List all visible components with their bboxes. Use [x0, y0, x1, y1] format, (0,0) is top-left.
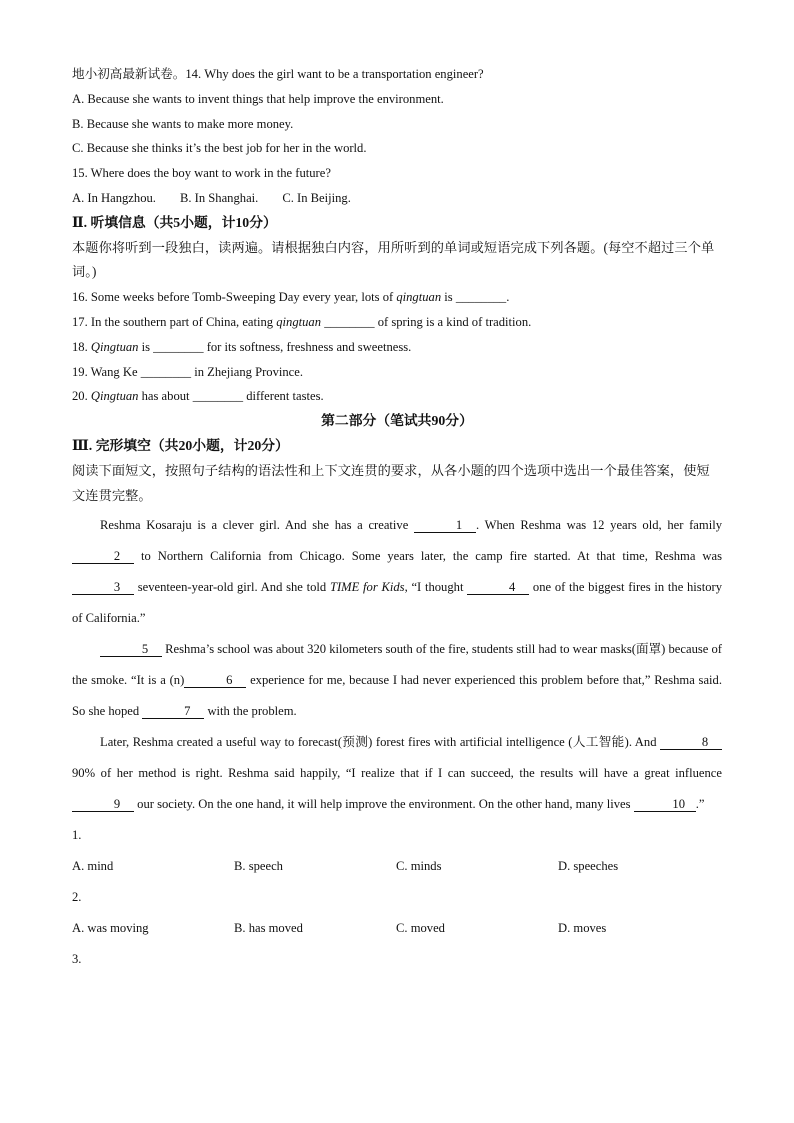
passage-paragraph-2: 5 Reshma’s school was about 320 kilometers south of the fire, students still had to wear masks(面罩) because of the smoke. “It is a (n) 6 experience for me, because I had never experienced this problem before that,” Reshma said. So she hoped 7 with the problem. [72, 642, 722, 719]
q15-option-b: B. In Shanghai. [179, 190, 259, 205]
question-2-option-a[interactable]: A. was moving [72, 921, 149, 936]
q20-blank: ________ [192, 389, 244, 404]
question-1-number: 1. [72, 828, 82, 843]
q14-option-a: A. Because she wants to invent things that help improve the environment. [72, 91, 444, 106]
part2-title: 第二部分（笔试共90分） [321, 413, 473, 429]
section2-heading: Ⅱ. 听填信息（共5小题，计10分） [72, 214, 277, 230]
section2-instruction: 本题你将听到一段独白，读两遍。请根据独白内容，用所听到的单词或短语完成下列各题。(每空不超过三个单词。) [72, 239, 715, 280]
question-1-options [72, 851, 722, 882]
section3-instruction: 阅读下面短文，按照句子结构的语法性和上下文连贯的要求，从各小题的四个选项中选出一个最佳答案，使短文连贯完整。 [72, 462, 710, 503]
q14-text: 14. Why does the girl want to be a transportation engineer? [185, 67, 484, 81]
q15-question: 15. Where does the boy want to work in the future? [72, 166, 331, 181]
q14-option-c: C. Because she thinks it’s the best job for her in the world. [72, 141, 367, 156]
q15-option-a: A. In Hangzhou. [72, 190, 156, 205]
question-1-option-a[interactable]: A. mind [72, 859, 114, 874]
passage-paragraph-1: Reshma Kosaraju is a clever girl. And she has a creative 1 . When Reshma was 12 years old, her family 2 to Northern California from Chicago. Some years later, the camp fire started. At that time, Reshma was 3 seventeen-year-old girl. And she told TIME for Kids, “I thought 4 one of the biggest fires in the history of California.” [72, 518, 722, 626]
q14-question [72, 62, 722, 87]
section3-heading: Ⅲ. 完形填空（共20小题，计20分） [72, 437, 289, 453]
blank-10: 10 [634, 797, 696, 812]
blank-7: 7 [142, 704, 204, 719]
q14-prefix: 地小初高最新试卷。 [72, 67, 186, 81]
q16-item: 16. Some weeks before Tomb-Sweeping Day every year, lots of qingtuan is ________. [72, 290, 510, 305]
question-2-option-d[interactable]: D. moves [558, 921, 607, 936]
passage-paragraph-3: Later, Reshma created a useful way to forecast(预测) forest fires with artificial intelligence (人工智能). And 8 90% of her method is right. Reshma said happily, “I realize that if I can succeed, the results will have a great influence 9 our society. On the one hand, it will help improve the environment. On the other hand, many lives 10 .” [72, 735, 722, 812]
exam-page [72, 62, 722, 975]
blank-6: 6 [184, 673, 246, 688]
blank-8: 8 [660, 735, 722, 750]
question-1-option-b[interactable]: B. speech [234, 859, 283, 874]
q18-blank: ________ [153, 339, 204, 354]
question-2-option-c[interactable]: C. moved [396, 921, 445, 936]
question-2-options [72, 913, 722, 944]
question-1-option-d[interactable]: D. speeches [558, 859, 619, 874]
q14-option-b: B. Because she wants to make more money. [72, 116, 294, 131]
blank-3: 3 [72, 580, 134, 595]
q19-item: 19. Wang Ke ________ in Zhejiang Province. [72, 364, 304, 379]
blank-9: 9 [72, 797, 134, 812]
blank-4: 4 [467, 580, 529, 595]
q17-blank: ________ [324, 314, 375, 329]
q19-blank: ________ [140, 364, 192, 379]
blank-2: 2 [72, 549, 134, 564]
q17-item: 17. In the southern part of China, eating qingtuan ________ of spring is a kind of tradition. [72, 314, 532, 329]
blank-5: 5 [100, 642, 162, 657]
question-1-option-c[interactable]: C. minds [396, 859, 442, 874]
q18-item: 18. Qingtuan is ________ for its softness, freshness and sweetness. [72, 339, 412, 354]
question-2-number: 2. [72, 890, 82, 905]
question-2-option-b[interactable]: B. has moved [234, 921, 303, 936]
q16-blank: ________ [455, 290, 507, 305]
question-3-number: 3. [72, 952, 82, 967]
q15-options [72, 186, 722, 211]
q15-option-c: C. In Beijing. [282, 190, 351, 205]
blank-1: 1 [414, 518, 476, 533]
q20-item: 20. Qingtuan has about ________ different tastes. [72, 389, 324, 404]
